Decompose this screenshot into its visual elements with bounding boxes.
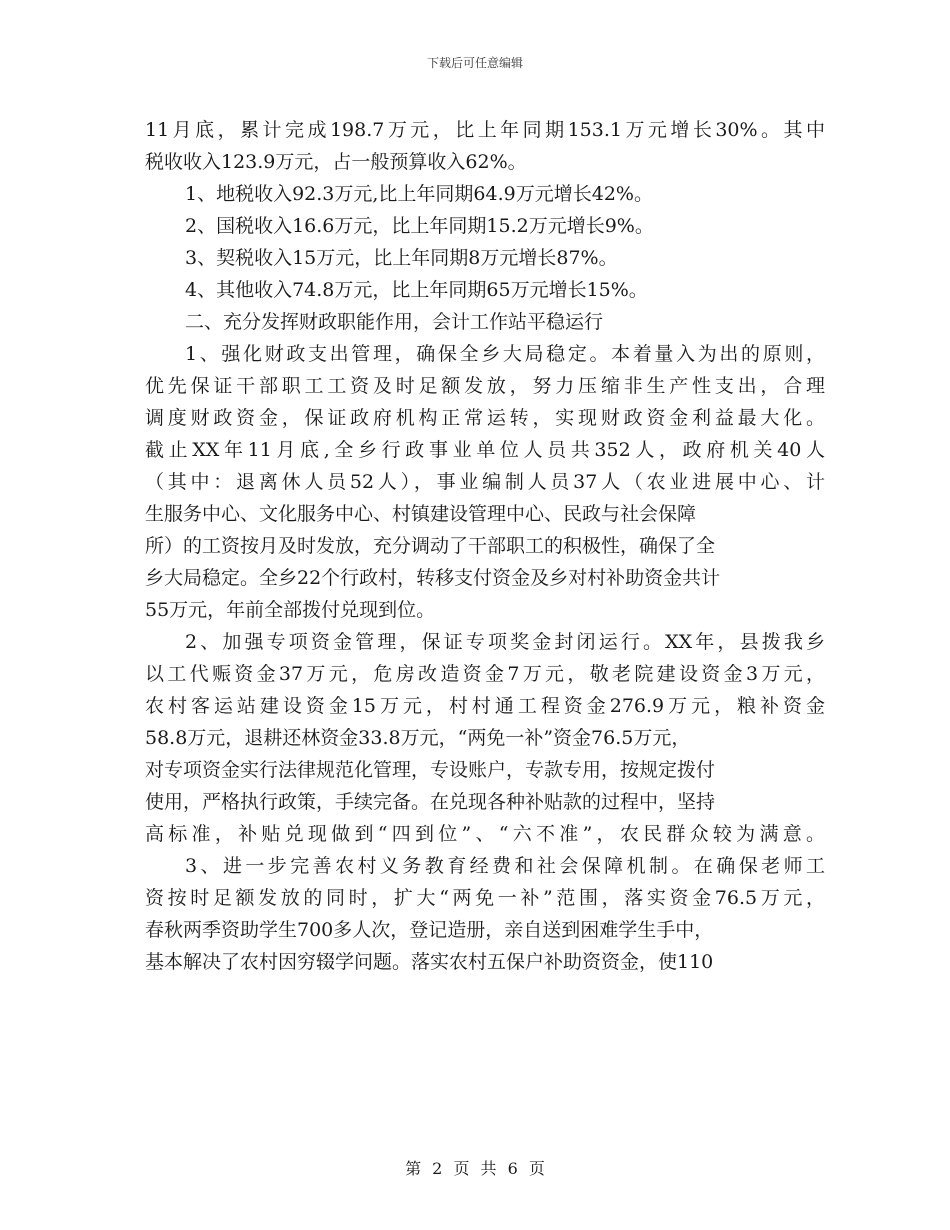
text-line: 优先保证干部职工工资及时足额发放，努力压缩非生产性支出，合理: [145, 375, 825, 397]
text-line: 基本解决了农村因穷辍学问题。落实农村五保户补助资资金，使110: [145, 951, 714, 973]
text-line: 截止XX年11月底,全乡行政事业单位人员共352人，政府机关40人: [145, 439, 825, 461]
text-line: 税收收入123.9万元，占一般预算收入62%。: [145, 151, 527, 173]
text-line: 2、加强专项资金管理，保证专项奖金封闭运行。XX年，县拨我乡: [185, 631, 825, 653]
text-line: 2、国税收入16.6万元，比上年同期15.2万元增长9%。: [185, 215, 654, 237]
text-line: 58.8万元，退耕还林资金33.8万元，“两免一补”资金76.5万元，: [145, 727, 691, 749]
page-header: 下载后可任意编辑: [426, 56, 523, 70]
text-line: 4、其他收入74.8万元，比上年同期65万元增长15%。: [185, 279, 648, 301]
text-line: 3、进一步完善农村义务教育经费和社会保障机制。在确保老师工: [185, 855, 825, 877]
text-line: 乡大局稳定。全乡22个行政村，转移支付资金及乡对村补助资金共计: [145, 567, 721, 589]
text-line: 使用，严格执行政策，手续完备。在兑现各种补贴款的过程中，坚持: [145, 791, 716, 813]
text-line: （其中：退离休人员52人），事业编制人员37人（农业进展中心、计: [145, 471, 825, 493]
text-line: 生服务中心、文化服务中心、村镇建设管理中心、民政与社会保障: [145, 503, 697, 525]
text-line: 3、契税收入15万元，比上年同期8万元增长87%。: [185, 247, 618, 269]
text-line: 农村客运站建设资金15万元，村村通工程资金276.9万元，粮补资金: [145, 695, 825, 717]
text-line: 调度财政资金，保证政府机构正常运转，实现财政资金利益最大化。: [145, 407, 825, 429]
text-line: 11月底，累计完成198.7万元，比上年同期153.1万元增长30%。其中: [145, 119, 825, 141]
page-footer: 第 2 页 共 6 页: [405, 1159, 545, 1178]
text-line: 1、强化财政支出管理，确保全乡大局稳定。本着量入为出的原则，: [185, 343, 825, 365]
text-line: 二、充分发挥财政职能作用，会计工作站平稳运行: [185, 311, 604, 333]
text-line: 以工代赈资金37万元，危房改造资金7万元，敬老院建设资金3万元，: [145, 663, 825, 685]
document-body: [145, 114, 825, 978]
text-line: 1、地税收入92.3万元,比上年同期64.9万元增长42%。: [185, 183, 653, 205]
text-line: 对专项资金实行法律规范化管理，专设账户，专款专用，按规定拨付: [145, 759, 716, 781]
text-line: 55万元，年前全部拨付兑现到位。: [145, 599, 436, 621]
text-line: 春秋两季资助学生700多人次，登记造册，亲自送到困难学生手中，: [145, 919, 714, 941]
text-line: 资按时足额发放的同时，扩大“两免一补”范围，落实资金76.5万元，: [145, 887, 825, 909]
text-line: 所）的工资按月及时发放，充分调动了干部职工的积极性，确保了全: [145, 535, 716, 557]
text-line: 高标准，补贴兑现做到“四到位”、“六不准”，农民群众较为满意。: [145, 823, 825, 845]
